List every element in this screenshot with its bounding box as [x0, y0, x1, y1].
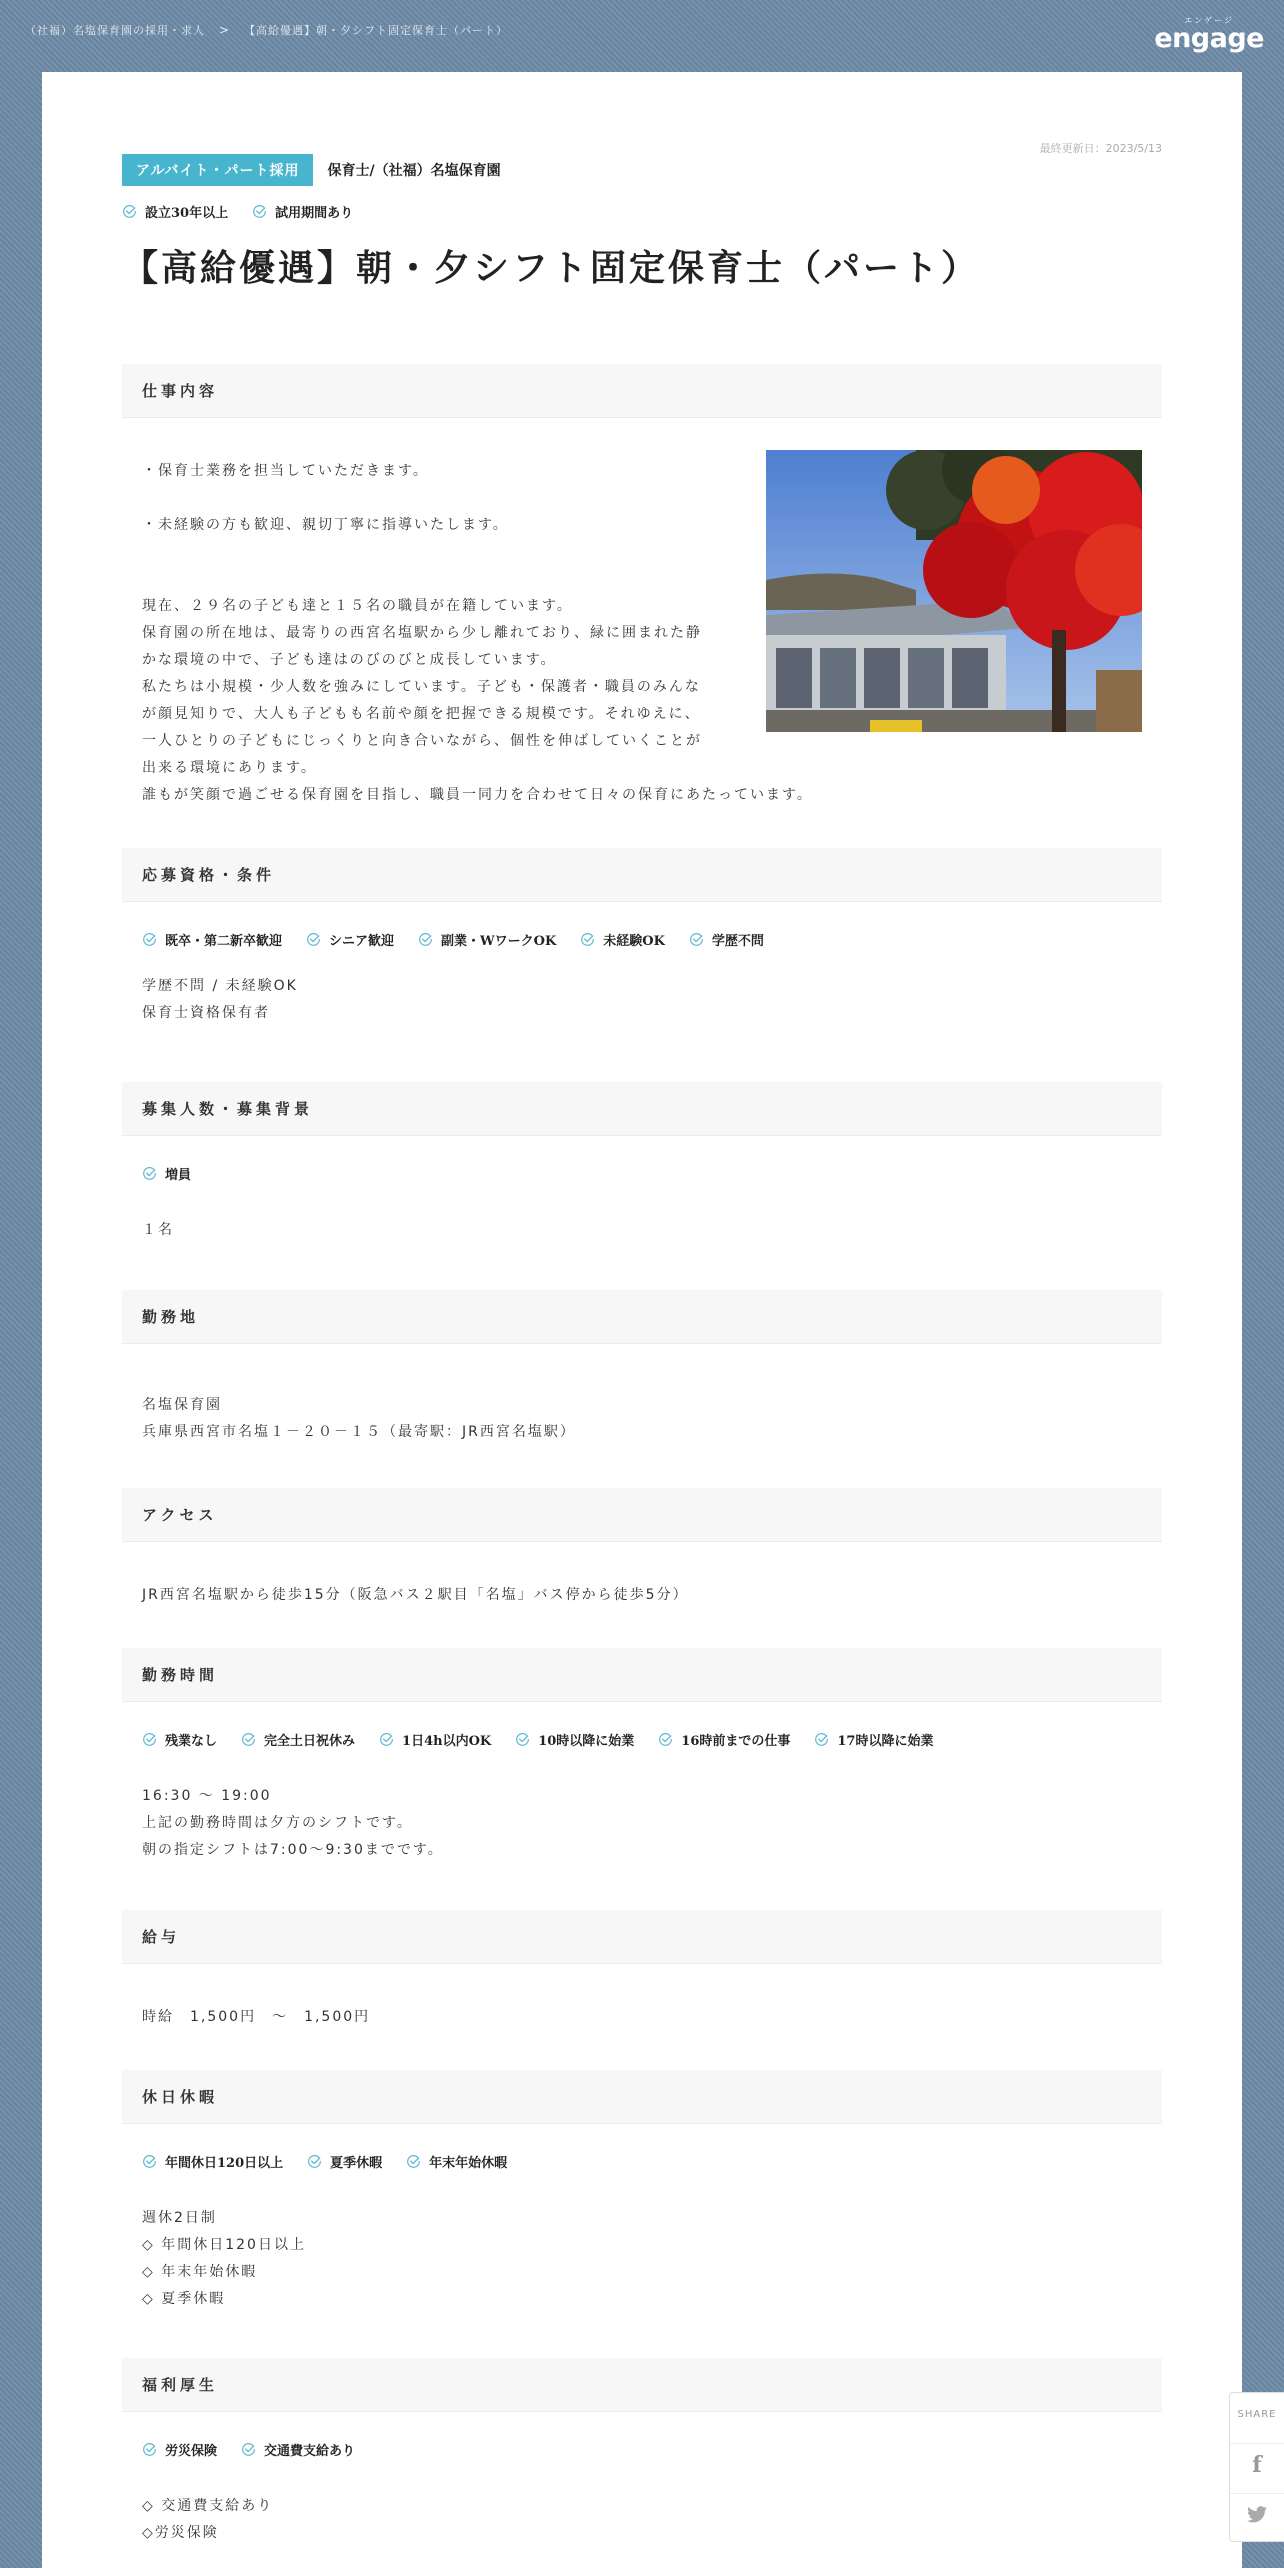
check-circle-icon [418, 932, 433, 947]
check-circle-icon [142, 932, 157, 947]
section-heading: 応募資格・条件 [122, 848, 1162, 902]
feature-tag [658, 1730, 790, 1749]
employment-type-badge: アルバイト・パート採用 [122, 154, 313, 186]
feature-tag [142, 1730, 217, 1749]
feature-tag-label: 完全土日祝休み [264, 1734, 356, 1749]
employer-name: 保育士/（社福）名塩保育園 [327, 163, 501, 179]
feature-tag [515, 1730, 634, 1749]
body-line: 上記の勤務時間は夕方のシフトです。 [142, 1815, 413, 1831]
body-line: 兵庫県西宮市名塩１－２０－１５（最寄駅：JR西宮名塩駅） [142, 1424, 576, 1440]
breadcrumb-company-link[interactable]: （社福）名塩保育園の採用・求人 [25, 24, 205, 37]
body-line: 保育園の所在地は、最寄りの西宮名塩駅から少し離れており、緑に囲まれた静 [142, 625, 702, 641]
feature-tag [406, 2152, 507, 2171]
body-line: 名塩保育園 [142, 1397, 222, 1413]
check-circle-icon [122, 204, 137, 219]
job-title: 【高給優遇】朝・夕シフト固定保育士（パート） [122, 248, 981, 289]
section-tags [122, 930, 1162, 949]
check-circle-icon [142, 2442, 157, 2457]
check-circle-icon [379, 1732, 394, 1747]
twitter-icon[interactable] [1230, 2493, 1284, 2535]
section-tags [122, 2440, 1162, 2459]
body-line: ◇ 交通費支給あり [142, 2498, 274, 2514]
check-circle-icon [252, 204, 267, 219]
body-line: ・保育士業務を担当していただきます。 [142, 463, 429, 479]
body-line: JR西宮名塩駅から徒歩15分（阪急バス２駅目「名塩」バス停から徒歩5分） [142, 1587, 689, 1603]
job-feature-tags [122, 202, 353, 221]
feature-tag [307, 2152, 382, 2171]
feature-tag [142, 2440, 217, 2459]
section-benefits [122, 2358, 1162, 2547]
section-body [122, 949, 1162, 1027]
feature-tag-label: 未経験OK [603, 934, 665, 949]
body-line: ◇ 夏季休暇 [142, 2291, 226, 2307]
check-circle-icon [142, 2154, 157, 2169]
feature-tag-label: 17時以降に始業 [837, 1734, 934, 1749]
body-line: 16:30 ～ 19:00 [142, 1788, 272, 1804]
section-heading: 勤務地 [122, 1290, 1162, 1344]
check-circle-icon [241, 2442, 256, 2457]
feature-tag-label: 既卒・第二新卒歓迎 [165, 934, 283, 949]
section-heading: 福利厚生 [122, 2358, 1162, 2412]
twitter-bird-glyph [1247, 2506, 1267, 2523]
check-circle-icon [306, 932, 321, 947]
section-body [122, 1749, 1162, 1864]
body-line: 週休2日制 [142, 2210, 217, 2226]
body-line: 一人ひとりの子どもにじっくりと向き合いながら、個性を伸ばしていくことが [142, 733, 702, 749]
body-line: かな環境の中で、子ども達はのびのびと成長しています。 [142, 652, 557, 668]
feature-tag [241, 2440, 355, 2459]
check-circle-icon [814, 1732, 829, 1747]
section-hours [122, 1648, 1162, 1864]
feature-tag-label: 設立30年以上 [145, 206, 229, 221]
feature-tag [306, 930, 394, 949]
body-line: 誰もが笑顔で過ごせる保育園を目指し、職員一同力を合わせて日々の保育にあたっています。 [142, 787, 813, 803]
section-salary [122, 1910, 1162, 2031]
job-card [42, 72, 1242, 2568]
section-qualifications [122, 848, 1162, 1027]
section-location [122, 1290, 1162, 1446]
section-heading: アクセス [122, 1488, 1162, 1542]
breadcrumb-separator: > [219, 23, 231, 37]
body-line: １名 [142, 1222, 174, 1238]
feature-tag [142, 2152, 283, 2171]
feature-tag [142, 930, 282, 949]
body-line: 学歴不問 / 未経験OK [142, 978, 298, 994]
feature-tag-label: 年間休日120日以上 [165, 2156, 284, 2171]
section-body [122, 2171, 1162, 2313]
feature-tag-label: 年末年始休暇 [429, 2156, 508, 2171]
check-circle-icon [307, 2154, 322, 2169]
section-heading: 仕事内容 [122, 364, 1162, 418]
feature-tag [122, 202, 228, 221]
feature-tag-label: 1日4h以内OK [402, 1734, 492, 1749]
body-line: が顔見知りで、大人も子どもも名前や顔を把握できる規模です。それゆえに、 [142, 706, 701, 722]
feature-tag-label: 労災保険 [165, 2444, 218, 2459]
feature-tag [814, 1730, 933, 1749]
check-circle-icon [658, 1732, 673, 1747]
section-body [122, 2459, 1162, 2547]
feature-tag [689, 930, 764, 949]
feature-tag [241, 1730, 355, 1749]
share-label: SHARE [1237, 2409, 1277, 2420]
check-circle-icon [142, 1166, 157, 1181]
section-tags [122, 1730, 1162, 1749]
body-line: 保育士資格保有者 [142, 1005, 270, 1021]
logo-kana: エンゲージ [1184, 16, 1234, 25]
breadcrumb [25, 22, 508, 38]
feature-tag-label: 学歴不問 [711, 934, 764, 949]
section-openings [122, 1082, 1162, 1244]
section-body [122, 1542, 1162, 1609]
section-heading: 募集人数・募集背景 [122, 1082, 1162, 1136]
body-line: ・未経験の方も歓迎、親切丁寧に指導いたします。 [142, 517, 509, 533]
section-heading: 勤務時間 [122, 1648, 1162, 1702]
section-body [122, 1964, 1162, 2031]
feature-tag-label: 副業・WワークOK [441, 934, 557, 949]
facebook-icon[interactable]: f [1230, 2443, 1284, 2485]
check-circle-icon [406, 2154, 421, 2169]
feature-tag-label: 16時前までの仕事 [681, 1734, 791, 1749]
body-line: ◇ 年末年始休暇 [142, 2264, 258, 2280]
feature-tag-label: 夏季休暇 [330, 2156, 383, 2171]
last-updated: 最終更新日：2023/5/13 [1039, 142, 1162, 155]
body-line: 私たちは小規模・少人数を強みにしています。子ども・保護者・職員のみんな [142, 679, 701, 695]
feature-tag-label: 残業なし [165, 1734, 218, 1749]
feature-tag [580, 930, 665, 949]
section-tags [122, 1164, 1162, 1183]
body-line: 出来る環境にあります。 [142, 760, 317, 776]
section-holidays [122, 2070, 1162, 2313]
feature-tag-label: シニア歓迎 [329, 934, 395, 949]
body-line: 朝の指定シフトは7:00～9:30までです。 [142, 1842, 444, 1858]
workplace-photo [766, 450, 1142, 732]
body-line: ◇労災保険 [142, 2525, 219, 2541]
feature-tag [379, 1730, 491, 1749]
check-circle-icon [142, 1732, 157, 1747]
check-circle-icon [241, 1732, 256, 1747]
body-line: ◇ 年間休日120日以上 [142, 2237, 306, 2253]
body-line: 現在、２９名の子ども達と１５名の職員が在籍しています。 [142, 598, 573, 614]
feature-tag-label: 交通費支給あり [264, 2444, 356, 2459]
check-circle-icon [580, 932, 595, 947]
section-body [122, 1183, 1162, 1244]
section-tags [122, 2152, 1162, 2171]
feature-tag-label: 試用期間あり [275, 206, 354, 221]
feature-tag [252, 202, 353, 221]
section-access [122, 1488, 1162, 1609]
share-panel [1229, 2392, 1284, 2542]
body-line: 時給 1,500円 ～ 1,500円 [142, 2009, 371, 2025]
section-body [122, 1344, 1162, 1446]
feature-tag [142, 1164, 191, 1183]
section-heading: 休日休暇 [122, 2070, 1162, 2124]
feature-tag-label: 10時以降に始業 [538, 1734, 635, 1749]
feature-tag-label: 増員 [165, 1168, 192, 1183]
check-circle-icon [515, 1732, 530, 1747]
breadcrumb-current: 【高給優遇】朝・夕シフト固定保育士（パート） [244, 24, 509, 37]
logo-wordmark: engage [1154, 23, 1264, 54]
top-bar [0, 0, 1284, 72]
engage-logo[interactable] [1154, 16, 1264, 52]
section-heading: 給与 [122, 1910, 1162, 1964]
check-circle-icon [689, 932, 704, 947]
job-header-row [122, 154, 501, 186]
feature-tag [418, 930, 556, 949]
section-work [122, 364, 1162, 809]
